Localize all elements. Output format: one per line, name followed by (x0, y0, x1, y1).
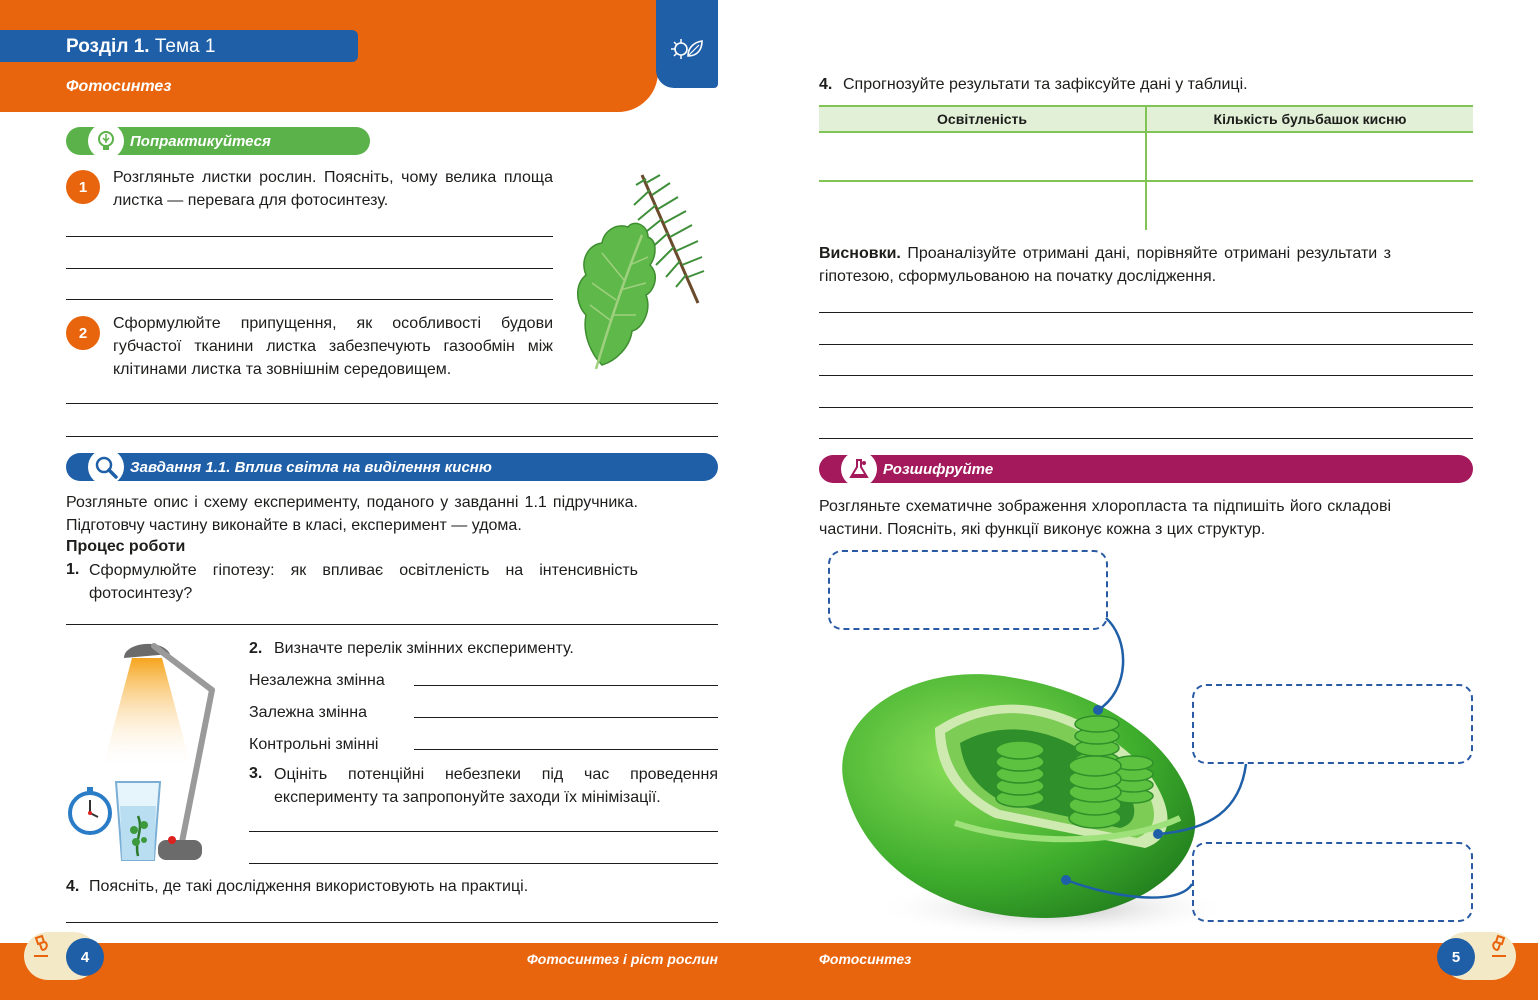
answer-line[interactable] (66, 436, 718, 437)
footer-right-title: Фотосинтез (819, 951, 912, 967)
decode-text: Розгляньте схематичне зображення хлоропласта та підпишіть його складові частини. Поясніть, які функції виконує кожна з цих структур. (819, 498, 1391, 538)
table-cell[interactable] (1147, 182, 1473, 228)
table-cell[interactable] (1147, 133, 1473, 179)
answer-line[interactable] (819, 375, 1473, 376)
step3-text: Оцініть потенційні небезпеки під час проведення експерименту та запропонуйте заходи їх мінімізації. (274, 766, 718, 806)
answer-line[interactable] (66, 624, 718, 625)
step4-text-right: Спрогнозуйте результати та зафіксуйте дані у таблиці. (843, 76, 1248, 93)
footer-band (0, 943, 1538, 1000)
step2-text: Визначте перелік змінних експерименту. (274, 640, 574, 657)
table-header-illumination: Освітленість (937, 111, 1027, 127)
conclusions-text (819, 242, 1391, 288)
oak-leaf-icon (578, 223, 656, 369)
glass-with-plant-icon (116, 782, 160, 860)
answer-line[interactable] (66, 299, 553, 300)
flask-icon (841, 451, 877, 487)
task1-text: Розгляньте листки рослин. Поясніть, чому велика площа листка — перевага для фотосинтезу. (113, 169, 553, 209)
header-subtitle: Фотосинтез (66, 78, 172, 95)
answer-line[interactable] (249, 831, 718, 832)
answer-line[interactable] (66, 922, 718, 923)
label-box-2[interactable] (1192, 684, 1473, 764)
dependent-variable-label: Залежна змінна (249, 704, 367, 721)
lamp-experiment-illustration (62, 630, 242, 870)
bookmark-tab (656, 0, 718, 88)
table-cell[interactable] (819, 182, 1145, 228)
practice-pill (66, 127, 370, 155)
step1-text: Сформулюйте гіпотезу: як впливає освітленість на інтенсивність фотосинтезу? (89, 562, 638, 602)
table-header-bubbles: Кількість бульбашок кисню (1213, 111, 1407, 127)
step4-number-right: 4. (819, 76, 833, 93)
step4-number-left: 4. (66, 878, 80, 895)
answer-line[interactable] (66, 268, 553, 269)
control-variables-field[interactable] (414, 749, 718, 750)
leaf-virus-icon (670, 34, 704, 64)
independent-variable-field[interactable] (414, 685, 718, 686)
table-cell[interactable] (819, 133, 1145, 179)
microscope-icon (1486, 934, 1512, 960)
conclusions-label: Висновки. (819, 245, 901, 262)
answer-line[interactable] (819, 312, 1473, 313)
answer-line[interactable] (249, 863, 718, 864)
dependent-variable-field[interactable] (414, 717, 718, 718)
process-heading: Процес роботи (66, 538, 186, 555)
answer-line[interactable] (819, 438, 1473, 439)
task1-number: 1 (66, 170, 100, 204)
conclusions-body: Проаналізуйте отримані дані, порівняйте отримані результати з гіпотезою, сформульованою на початку дослідження. (819, 245, 1391, 285)
decode-pill (819, 455, 1473, 483)
answer-line[interactable] (66, 236, 553, 237)
step2-number: 2. (249, 640, 263, 657)
assignment-intro: Розгляньте опис і схему експерименту, поданого у завданні 1.1 підручника. Підготовчу частину виконайте в класі, експеримент — удома. (66, 494, 638, 534)
assignment-title: Завдання 1.1. Вплив світла на виділення кисню (130, 458, 492, 476)
footer-left-title: Фотосинтез і ріст рослин (526, 951, 718, 967)
page-number-right: 5 (1437, 938, 1475, 976)
chloroplast-illustration (815, 668, 1215, 938)
section-title: Розділ 1. Тема 1 (66, 36, 216, 57)
assignment-pill (66, 453, 718, 481)
practice-title: Попрактикуйтеся (130, 132, 271, 150)
task2-number: 2 (66, 316, 100, 350)
leaves-illustration (572, 165, 722, 375)
stopwatch-icon (70, 787, 110, 833)
control-variables-label: Контрольні змінні (249, 736, 379, 753)
independent-variable-label: Незалежна змінна (249, 672, 385, 689)
microscope-icon (28, 934, 54, 960)
decode-title: Розшифруйте (883, 460, 994, 478)
answer-line[interactable] (819, 344, 1473, 345)
step3-number: 3. (249, 765, 263, 782)
magnifier-icon (88, 449, 124, 485)
label-box-3[interactable] (1192, 842, 1473, 922)
page-number-left: 4 (66, 938, 104, 976)
lightbulb-icon (88, 123, 124, 159)
answer-line[interactable] (819, 407, 1473, 408)
step1-number: 1. (66, 561, 80, 578)
answer-line[interactable] (66, 403, 718, 404)
task2-text: Сформулюйте припущення, як особливості будови губчастої тканини листка забезпечують газообмін між клітинами листка та зовнішнім середовищем. (113, 315, 553, 378)
step4-text-left: Поясніть, де такі дослідження використовують на практиці. (89, 878, 529, 895)
label-box-1[interactable] (828, 550, 1108, 630)
